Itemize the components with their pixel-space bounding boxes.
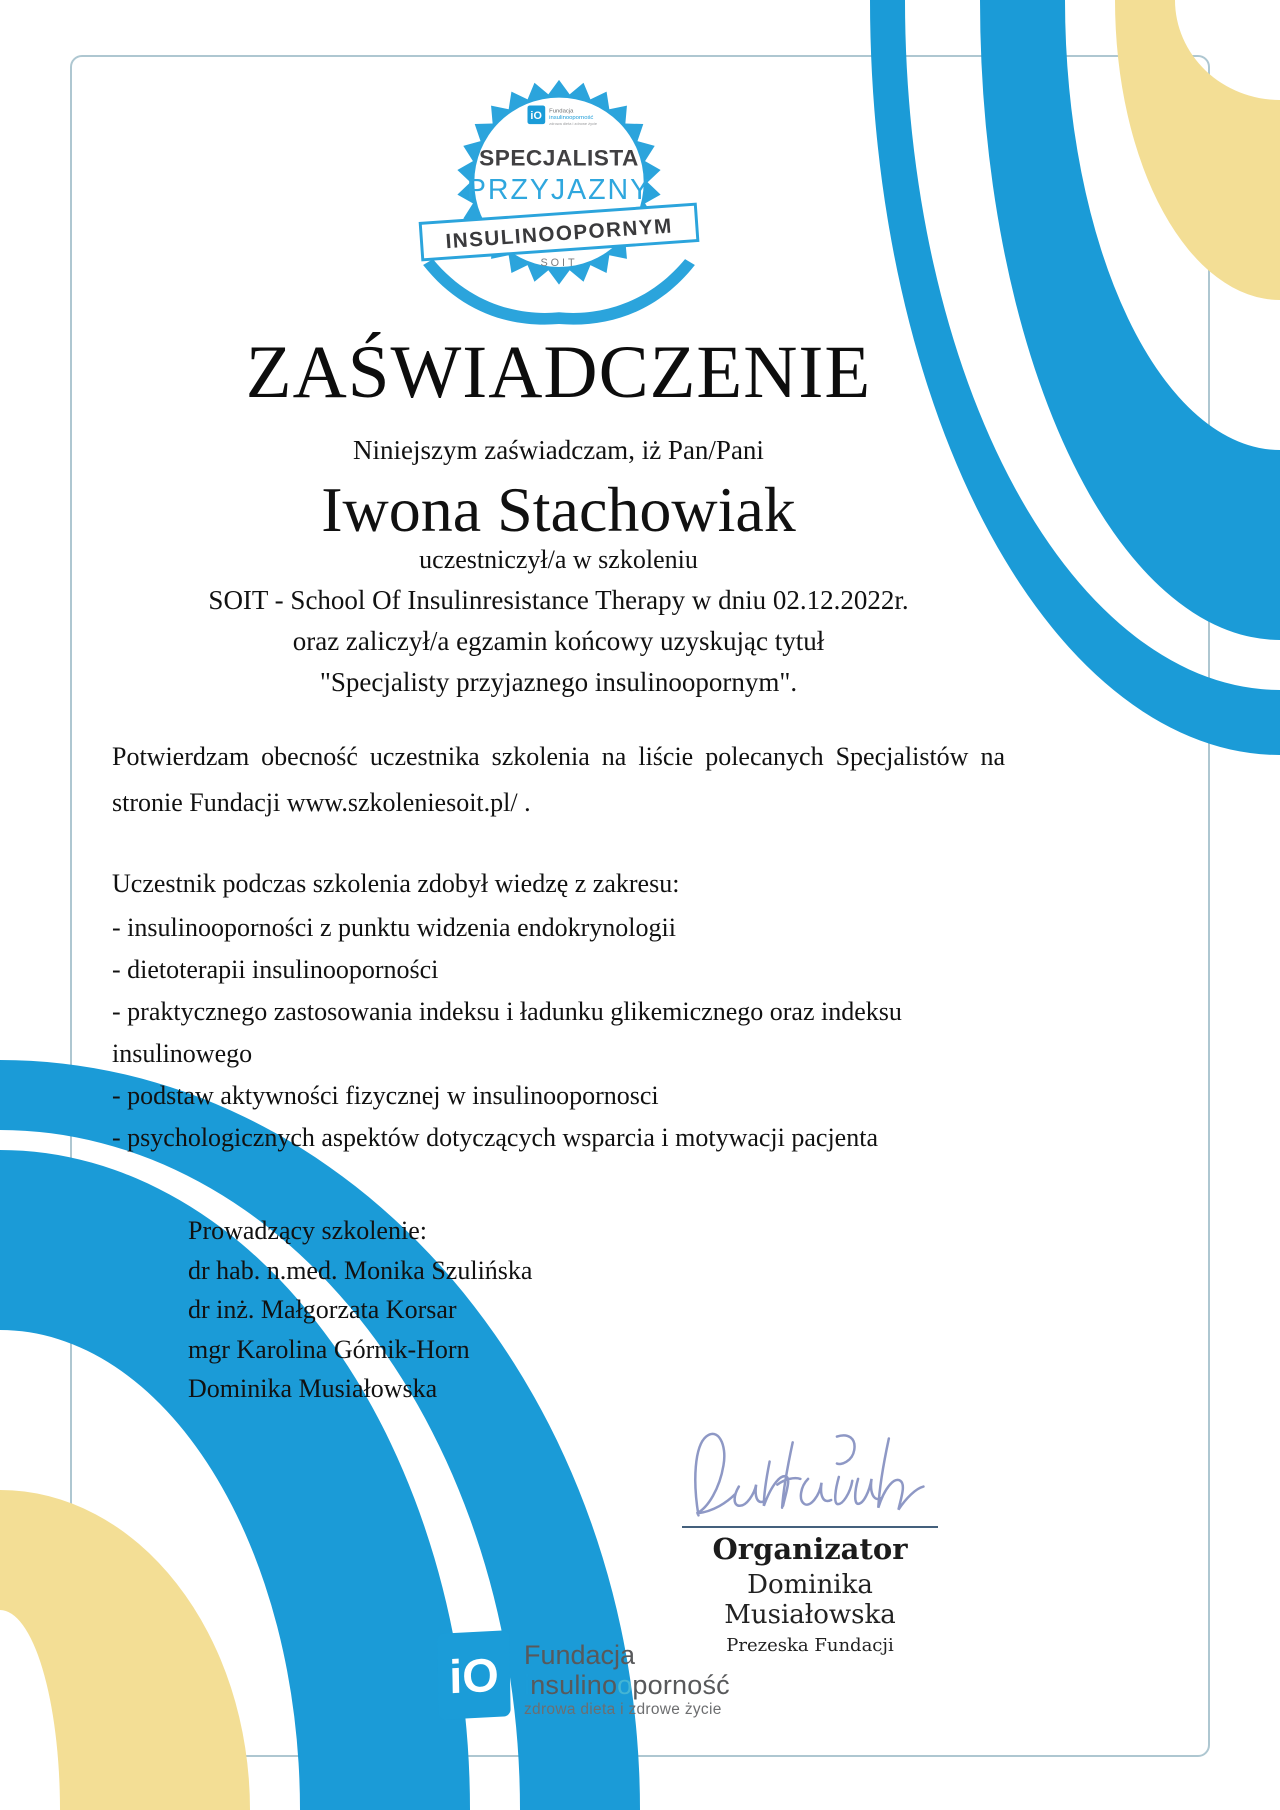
seal-mini-logo-mark: iO bbox=[529, 110, 542, 123]
participant-name: Iwona Stachowiak bbox=[321, 474, 796, 545]
trainers-block bbox=[188, 1211, 1005, 1409]
logo-letter-i: i bbox=[524, 1670, 531, 1700]
signature-line bbox=[682, 1526, 938, 1528]
seal-graphic bbox=[409, 70, 709, 328]
foundation-logo bbox=[438, 1632, 730, 1718]
logo-letters-mid: nsulino bbox=[530, 1670, 618, 1700]
foundation-logo-mark-icon: iO bbox=[437, 1630, 510, 1720]
subline-exam: oraz zaliczył/a egzamin końcowy uzyskując tytuł bbox=[292, 626, 825, 657]
seal-mini-caption-1: Fundacja bbox=[548, 108, 573, 115]
seal-mini-caption-3: zdrowa dieta i zdrowe życie bbox=[548, 121, 597, 127]
seal-mini-caption-2: insulinooporność bbox=[548, 115, 593, 122]
certificate-title: ZAŚWIADCZENIE bbox=[245, 331, 872, 414]
knowledge-heading: Uczestnik podczas szkolenia zdobył wiedzę z zakresu: bbox=[112, 868, 680, 898]
seal-line-przyjazny: PRZYJAZNY bbox=[466, 174, 651, 206]
confirmation-paragraph: Potwierdzam obecność uczestnika szkolenia na liście polecanych Specjalistów na stronie Fundacji www.szkoleniesoit.pl/ . bbox=[112, 742, 1005, 818]
logo-letter-o: o bbox=[617, 1670, 633, 1700]
logo-letters-rest: porność bbox=[632, 1670, 730, 1700]
subline-participated: uczestniczył/a w szkoleniu bbox=[419, 545, 698, 575]
organizer-name: Dominika Musiałowska bbox=[724, 1570, 896, 1630]
subline-course: SOIT - School Of Insulinresistance Therapy w dniu 02.12.2022r. bbox=[208, 585, 909, 616]
trainer-name: dr hab. n.med. Monika Szulińska bbox=[188, 1255, 533, 1285]
certificate-body bbox=[112, 0, 1005, 1409]
handwritten-signature bbox=[685, 1422, 935, 1530]
trainers-heading: Prowadzący szkolenie: bbox=[188, 1216, 427, 1246]
knowledge-item: - psychologicznych aspektów dotyczących wsparcia i motywacji pacjenta bbox=[112, 1123, 878, 1153]
organizer-role: Organizator bbox=[712, 1532, 908, 1566]
knowledge-item: - dietoterapii insulinooporności bbox=[112, 954, 439, 984]
foundation-name-line2 bbox=[524, 1672, 730, 1699]
foundation-tagline: zdrowa dieta i zdrowe życie bbox=[524, 1701, 722, 1718]
seal-line-soit: SOIT bbox=[539, 256, 578, 269]
trainer-name: mgr Karolina Górnik-Horn bbox=[188, 1334, 470, 1364]
foundation-name-line1: Fundacja bbox=[524, 1640, 636, 1670]
knowledge-item: - podstaw aktywności fizycznej w insulinoopornosci bbox=[112, 1081, 659, 1111]
intro-line: Niniejszym zaświadczam, iż Pan/Pani bbox=[353, 435, 764, 465]
organizer-title: Prezeska Fundacji bbox=[726, 1635, 894, 1656]
knowledge-item: - praktycznego zastosowania indeksu i ładunku glikemicznego oraz indeksu insulinowego bbox=[112, 996, 902, 1069]
seal-banner-text: INSULINOOPORNYM bbox=[444, 214, 673, 254]
knowledge-item: - insulinooporności z punktu widzenia endokrynologii bbox=[112, 912, 676, 942]
trainer-name: dr inż. Małgorzata Korsar bbox=[188, 1295, 457, 1325]
organizer-signature-block bbox=[676, 1422, 944, 1656]
foundation-logo-text bbox=[524, 1632, 730, 1718]
seal-banner bbox=[420, 204, 698, 260]
trainer-name: Dominika Musiałowska bbox=[188, 1374, 438, 1404]
certificate-seal bbox=[409, 70, 709, 328]
seal-line-specjalista: SPECJALISTA bbox=[478, 145, 639, 171]
subline-awarded-title: "Specjalisty przyjaznego insulinoopornym". bbox=[319, 667, 798, 698]
